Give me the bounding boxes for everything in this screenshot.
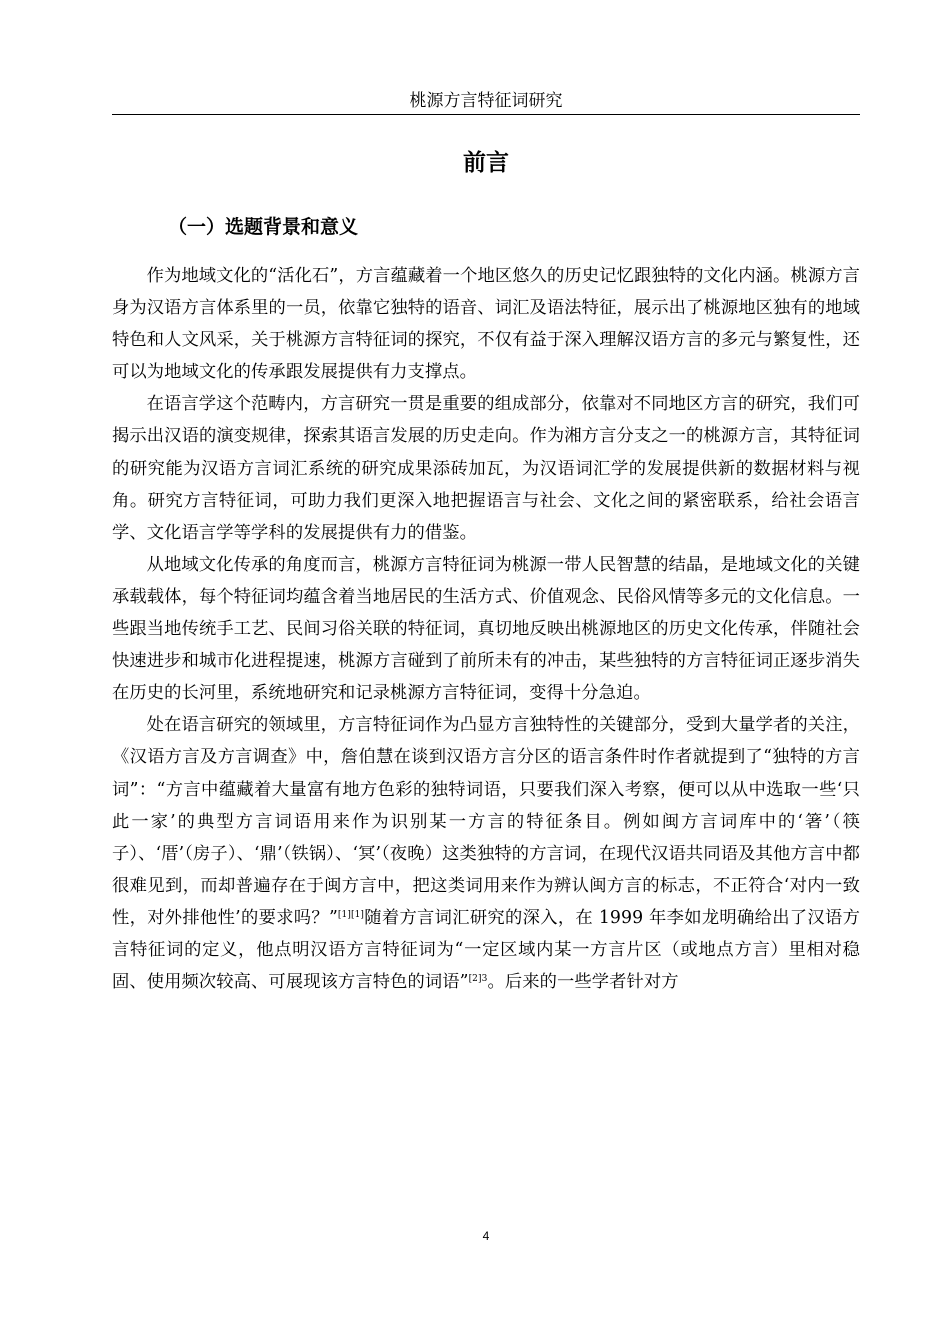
header-divider <box>112 114 860 115</box>
paragraph-4-text-2: 随着方言词汇研究的深入，在 1999 年李如龙明确给出了汉语方言特征词的定义，他点明汉语方言特征词为“一定区域内某一方言片区（或地点方言）里相对稳固、使用频次较高、可展现该方言特色的词语” <box>112 907 860 993</box>
paragraph-4 <box>112 709 860 998</box>
citation-marker-1: [1][1] <box>337 909 365 920</box>
paragraph-4-text-1: 处在语言研究的领域里，方言特征词作为凸显方言独特性的关键部分，受到大量学者的关注，《汉语方言及方言调查》中，詹伯慧在谈到汉语方言分区的语言条件时作者就提到了“独特的方言词”：“方言中蕴藏着大量富有地方色彩的独特词语，只要我们深入考察，便可以从中选取一些‘只此一家’的典型方言词语用来作为识别某一方言的特征条目。例如闽方言词库中的‘箸’（筷子）、‘厝’（房子）、‘鼎’（铁锅）、‘冥’（夜晚）这类独特的方言词，在现代汉语共同语及其他方言中都很难见到，而却普遍存在于闽方言中，把这类词用来作为辨认闽方言的标志，不正符合‘对内一致性，对外排他性’的要求吗？” <box>112 715 860 928</box>
citation-marker-2: [2]3 <box>468 974 488 985</box>
body-text <box>112 260 860 998</box>
section-heading: （一）选题背景和意义 <box>168 216 359 238</box>
running-header-title: 桃源方言特征词研究 <box>409 91 563 111</box>
page-number: 4 <box>482 1229 490 1243</box>
chapter-title: 前言 <box>463 150 509 176</box>
paragraph-4-text-3: 。后来的一些学者针对方 <box>487 972 679 993</box>
paragraph-2: 在语言学这个范畴内，方言研究一贯是重要的组成部分，依靠对不同地区方言的研究，我们可揭示出汉语的演变规律，探索其语言发展的历史走向。作为湘方言分支之一的桃源方言，其特征词的研究能为汉语方言词汇系统的研究成果添砖加瓦，为汉语词汇学的发展提供新的数据材料与视角。研究方言特征词，可助力我们更深入地把握语言与社会、文化之间的紧密联系，给社会语言学、文化语言学等学科的发展提供有力的借鉴。 <box>112 394 860 543</box>
paragraph-1: 作为地域文化的“活化石”，方言蕴藏着一个地区悠久的历史记忆跟独特的文化内涵。桃源方言身为汉语方言体系里的一员，依靠它独特的语音、词汇及语法特征，展示出了桃源地区独有的地域特色和人文风采，关于桃源方言特征词的探究，不仅有益于深入理解汉语方言的多元与繁复性，还可以为地域文化的传承跟发展提供有力支撑点。 <box>112 266 860 383</box>
paragraph-3: 从地域文化传承的角度而言，桃源方言特征词为桃源一带人民智慧的结晶，是地域文化的关键承载载体，每个特征词均蕴含着当地居民的生活方式、价值观念、民俗风情等多元的文化信息。一些跟当地传统手工艺、民间习俗关联的特征词，真切地反映出桃源地区的历史文化传承，伴随社会快速进步和城市化进程提速，桃源方言碰到了前所未有的冲击，某些独特的方言特征词正逐步消失在历史的长河里，系统地研究和记录桃源方言特征词，变得十分急迫。 <box>112 554 860 704</box>
